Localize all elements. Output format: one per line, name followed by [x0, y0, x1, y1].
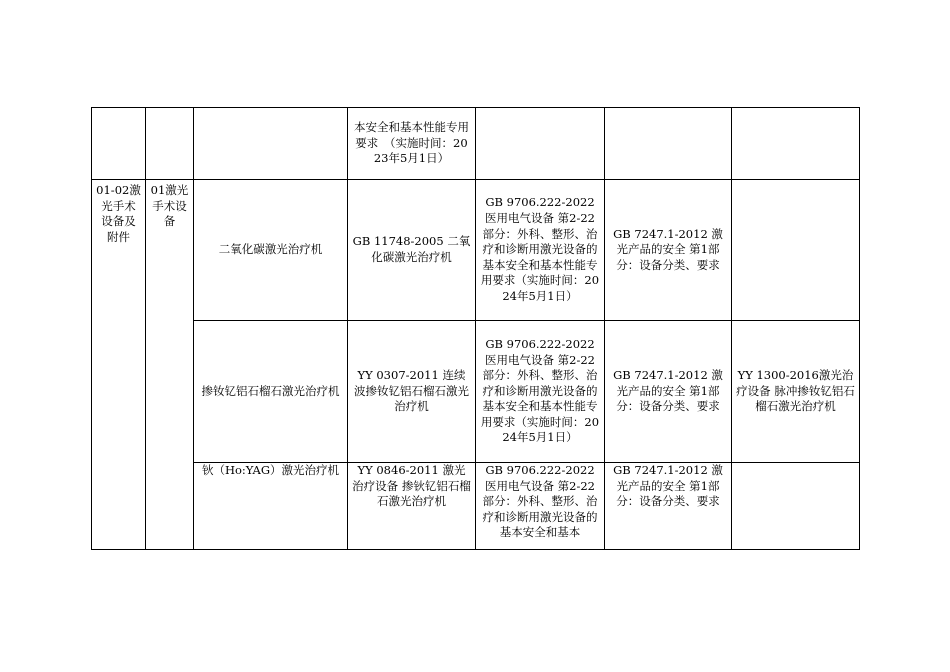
cell-product-standard: YY 0307-2011 连续波掺钕钇铝石榴石激光治疗机 [348, 321, 476, 463]
table-row [92, 180, 860, 321]
cell-safety-standard: GB 9706.222-2022 医用电气设备 第2-22部分：外科、整形、治疗和诊断用激光设备的基本安全和基本性能专用要求（实施时间：2024年5月1日） [476, 180, 605, 321]
cell-safety-standard-continued: 本安全和基本性能专用要求 （实施时间：2023年5月1日） [348, 108, 476, 180]
table-row-continuation [92, 108, 860, 180]
cell-safety-standard: GB 9706.222-2022 医用电气设备 第2-22部分：外科、整形、治疗和诊断用激光设备的基本安全和基本 [476, 463, 605, 550]
cell-laser-standard: GB 7247.1-2012 激光产品的安全 第1部分：设备分类、要求 [605, 463, 732, 550]
cell-other-standard [732, 180, 860, 321]
cell-empty [476, 108, 605, 180]
cell-laser-standard: GB 7247.1-2012 激光产品的安全 第1部分：设备分类、要求 [605, 180, 732, 321]
cell-laser-standard: GB 7247.1-2012 激光产品的安全 第1部分：设备分类、要求 [605, 321, 732, 463]
standards-table [91, 107, 860, 550]
cell-product-standard: YY 0846-2011 激光治疗设备 掺钬钇铝石榴石激光治疗机 [348, 463, 476, 550]
table-row [92, 321, 860, 463]
cell-category-code: 01-02激光手术设备及附件 [92, 180, 146, 550]
cell-empty [605, 108, 732, 180]
cell-product: 掺钕钇铝石榴石激光治疗机 [194, 321, 348, 463]
cell-product: 二氧化碳激光治疗机 [194, 180, 348, 321]
cell-product: 钬（Ho:YAG）激光治疗机 [194, 463, 348, 550]
cell-other-standard: YY 1300-2016激光治疗设备 脉冲掺钕钇铝石榴石激光治疗机 [732, 321, 860, 463]
cell-product-standard: GB 11748-2005 二氧化碳激光治疗机 [348, 180, 476, 321]
cell-empty [92, 108, 146, 180]
cell-empty [194, 108, 348, 180]
cell-other-standard [732, 463, 860, 550]
table-row [92, 463, 860, 550]
cell-empty [146, 108, 194, 180]
cell-empty [732, 108, 860, 180]
cell-safety-standard: GB 9706.222-2022 医用电气设备 第2-22部分：外科、整形、治疗和诊断用激光设备的基本安全和基本性能专用要求（实施时间：2024年5月1日） [476, 321, 605, 463]
cell-subcategory: 01激光手术设备 [146, 180, 194, 550]
